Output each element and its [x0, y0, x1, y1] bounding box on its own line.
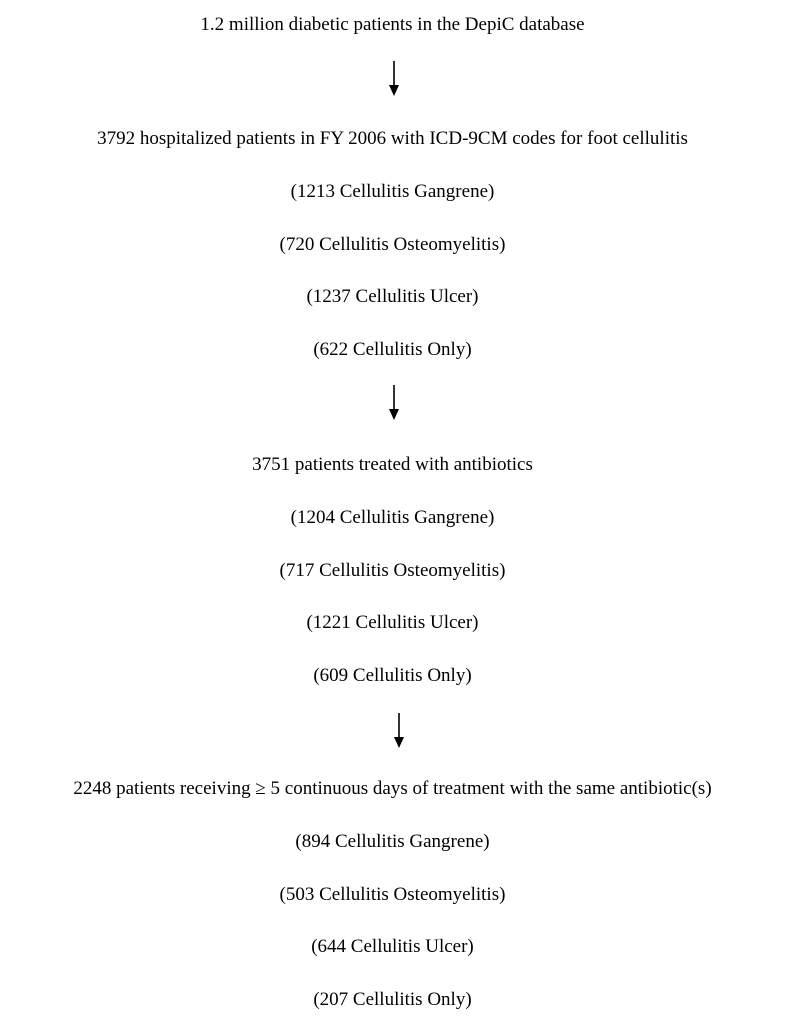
- step-2-detail-only: (622 Cellulitis Only): [313, 339, 472, 360]
- step-2-detail-gangrene: (1213 Cellulitis Gangrene): [290, 181, 495, 202]
- step-4-detail-ulcer: (644 Cellulitis Ulcer): [311, 936, 474, 957]
- step-1-title: 1.2 million diabetic patients in the DepiC database: [200, 14, 585, 35]
- step-2-detail-osteomyelitis: (720 Cellulitis Osteomyelitis): [279, 234, 506, 255]
- down-arrow-icon: [387, 385, 401, 421]
- step-4-detail-gangrene: (894 Cellulitis Gangrene): [295, 831, 490, 852]
- step-3-detail-only: (609 Cellulitis Only): [313, 665, 472, 686]
- down-arrow-icon: [392, 713, 406, 749]
- step-4-detail-osteomyelitis: (503 Cellulitis Osteomyelitis): [279, 884, 506, 905]
- step-3-detail-osteomyelitis: (717 Cellulitis Osteomyelitis): [279, 560, 506, 581]
- step-2-title: 3792 hospitalized patients in FY 2006 with ICD-9CM codes for foot cellulitis: [97, 128, 688, 149]
- step-3-detail-gangrene: (1204 Cellulitis Gangrene): [290, 507, 495, 528]
- step-4-detail-only: (207 Cellulitis Only): [313, 989, 472, 1010]
- step-3-detail-ulcer: (1221 Cellulitis Ulcer): [306, 612, 479, 633]
- step-3-title: 3751 patients treated with antibiotics: [252, 454, 533, 475]
- step-4-title: 2248 patients receiving ≥ 5 continuous days of treatment with the same antibiotic(s): [73, 778, 712, 799]
- step-2-detail-ulcer: (1237 Cellulitis Ulcer): [306, 286, 479, 307]
- down-arrow-icon: [387, 61, 401, 97]
